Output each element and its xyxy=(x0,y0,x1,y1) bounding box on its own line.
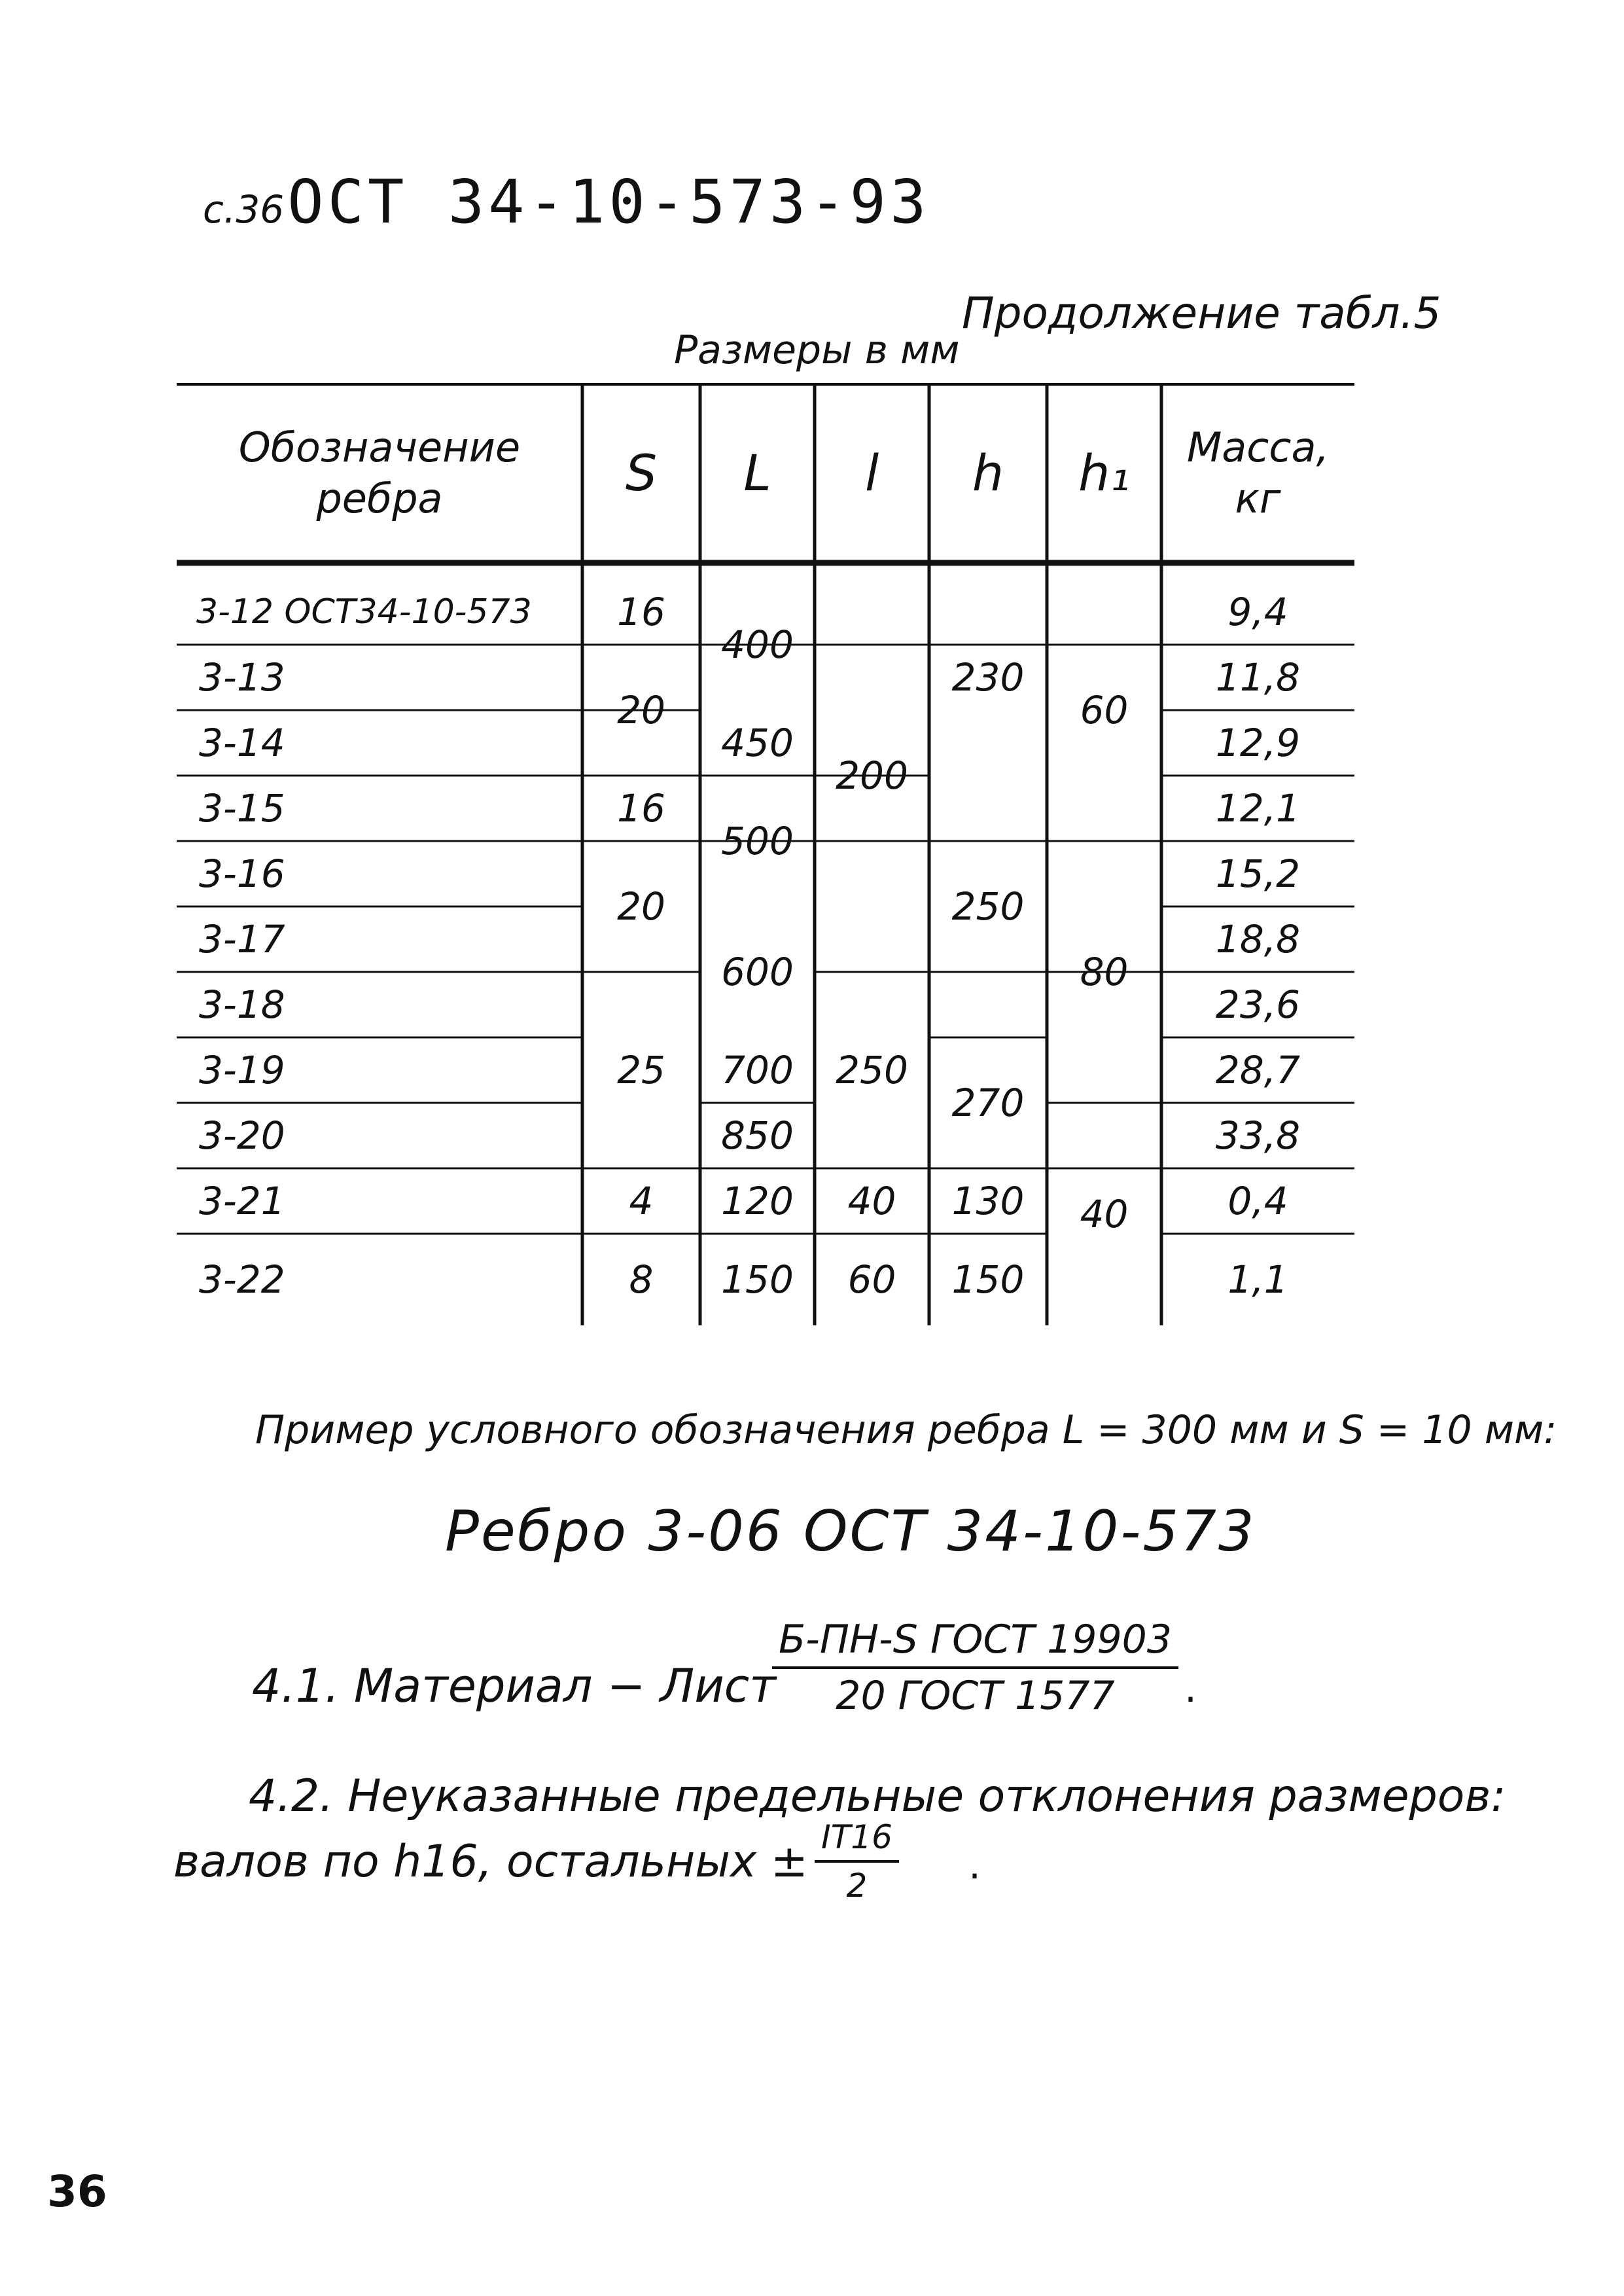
tolerances-line-1: 4.2. Неуказанные предельные отклонения размеров: xyxy=(249,1770,1506,1822)
units-label: Размеры в мм xyxy=(674,327,960,373)
material-end-mark: . xyxy=(1184,1666,1197,1712)
L-cell: 450 xyxy=(721,720,794,765)
s-cell: 16 xyxy=(617,589,665,634)
tolerance-numerator: IT16 xyxy=(821,1818,892,1856)
h-cell: 130 xyxy=(951,1178,1025,1223)
l-cell: 200 xyxy=(836,753,908,798)
L-cell: 120 xyxy=(721,1178,794,1223)
h-cell: 250 xyxy=(951,884,1025,929)
designation-cell: 3-17 xyxy=(199,916,285,961)
mass-cell: 9,4 xyxy=(1227,589,1288,634)
mass-cell: 12,1 xyxy=(1215,785,1301,831)
designation-cell: 3-15 xyxy=(199,785,285,831)
designation-cell: 3-18 xyxy=(199,982,285,1027)
designation-cell: 3-22 xyxy=(199,1257,285,1302)
example-text: Пример условного обозначения ребра L = 300 мм и S = 10 мм: xyxy=(255,1407,1557,1453)
header-h: h xyxy=(972,444,1004,502)
tolerance-denominator: 2 xyxy=(815,1860,899,1905)
s-cell: 25 xyxy=(617,1047,665,1092)
designation-cell: 3-13 xyxy=(199,655,285,700)
L-cell: 600 xyxy=(721,949,794,994)
h1-cell: 80 xyxy=(1080,949,1129,994)
mass-cell: 18,8 xyxy=(1215,916,1301,961)
dimensions-table xyxy=(177,383,1354,1338)
material-denominator: 20 ГОСТ 1577 xyxy=(772,1666,1178,1719)
h-cell: 230 xyxy=(951,655,1025,700)
h1-cell: 40 xyxy=(1080,1191,1129,1236)
header-l: l xyxy=(864,444,879,502)
header-h1: h₁ xyxy=(1078,444,1130,502)
page-number: 36 xyxy=(47,2166,107,2217)
mass-cell: 0,4 xyxy=(1227,1178,1288,1223)
mass-cell: 33,8 xyxy=(1215,1113,1301,1158)
document-header xyxy=(203,167,930,237)
L-cell: 500 xyxy=(721,818,794,863)
tolerances-end-mark: . xyxy=(968,1842,981,1888)
mass-cell: 1,1 xyxy=(1227,1257,1288,1302)
tolerance-fraction xyxy=(815,1818,899,1905)
designation-cell: 3-21 xyxy=(199,1178,285,1223)
tolerances-line-2: валов по h16, остальных ± xyxy=(173,1836,808,1888)
header-L: L xyxy=(743,444,771,502)
designation-cell: 3-19 xyxy=(199,1047,285,1092)
s-cell: 20 xyxy=(617,884,665,929)
mass-cell: 11,8 xyxy=(1215,655,1301,700)
table-continuation-label: Продолжение табл.5 xyxy=(962,288,1441,338)
mass-cell: 28,7 xyxy=(1215,1047,1301,1092)
example-designation: Ребро 3-06 ОСТ 34-10-573 xyxy=(445,1499,1256,1564)
l-cell: 250 xyxy=(836,1047,908,1092)
L-cell: 400 xyxy=(721,622,794,667)
mass-cell: 12,9 xyxy=(1215,720,1301,765)
s-cell: 8 xyxy=(629,1257,654,1302)
designation-cell: 3-20 xyxy=(199,1113,285,1158)
s-cell: 4 xyxy=(629,1178,654,1223)
designation-cell: 3-12 ОСТ34-10-573 xyxy=(196,592,532,632)
L-cell: 150 xyxy=(721,1257,794,1302)
material-fraction xyxy=(772,1617,1178,1719)
h1-cell: 60 xyxy=(1080,687,1129,732)
material-numerator: Б-ПН-S ГОСТ 19903 xyxy=(779,1617,1172,1662)
L-cell: 700 xyxy=(721,1047,794,1092)
page-prefix: с.36 xyxy=(203,187,285,232)
h-cell: 150 xyxy=(951,1257,1025,1302)
mass-cell: 23,6 xyxy=(1215,982,1301,1027)
h-cell: 270 xyxy=(951,1080,1025,1125)
header-designation: Обозначение ребра xyxy=(238,423,521,522)
designation-cell: 3-16 xyxy=(199,851,285,896)
l-cell: 40 xyxy=(847,1178,896,1223)
header-S: S xyxy=(625,444,658,502)
mass-cell: 15,2 xyxy=(1215,851,1301,896)
L-cell: 850 xyxy=(721,1113,794,1158)
l-cell: 60 xyxy=(847,1257,896,1302)
s-cell: 16 xyxy=(617,785,665,831)
s-cell: 20 xyxy=(617,687,665,732)
header-mass: Масса, кг xyxy=(1186,423,1330,522)
material-label: 4.1. Материал − Лист xyxy=(252,1659,777,1713)
standard-code: ОСТ 34-10-573-93 xyxy=(287,167,930,237)
designation-cell: 3-14 xyxy=(199,720,285,765)
